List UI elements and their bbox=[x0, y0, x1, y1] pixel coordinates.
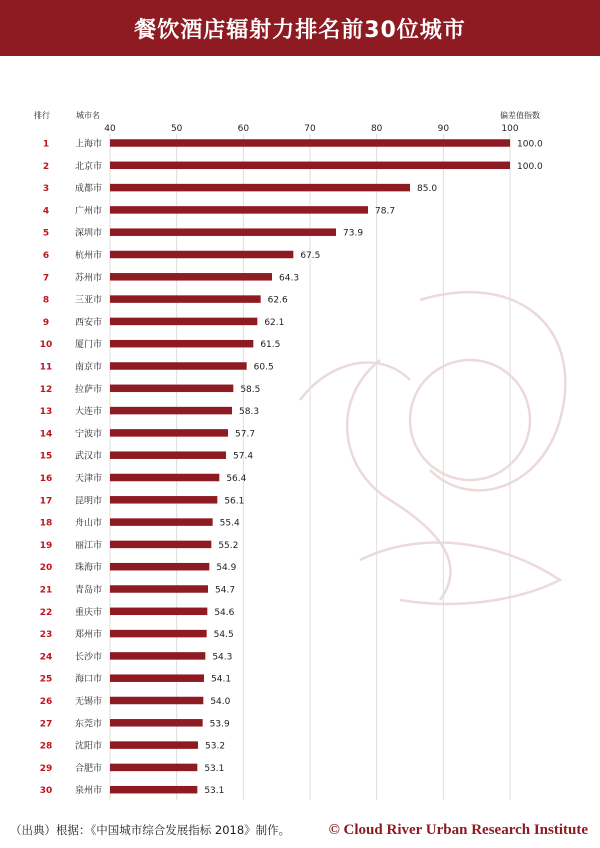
bar bbox=[110, 518, 213, 526]
bar bbox=[110, 630, 207, 638]
rank-label: 21 bbox=[39, 585, 53, 596]
value-label: 85.0 bbox=[417, 184, 438, 195]
value-label: 53.1 bbox=[204, 763, 225, 774]
city-label: 重庆市 bbox=[75, 607, 103, 618]
bar-row bbox=[40, 427, 255, 439]
city-label: 丽江市 bbox=[75, 540, 103, 551]
rank-label: 16 bbox=[39, 474, 53, 484]
bar-row bbox=[40, 628, 234, 640]
x-tick-label: 90 bbox=[437, 124, 450, 134]
bar bbox=[110, 719, 203, 727]
x-tick-label: 100 bbox=[501, 124, 519, 134]
value-label: 54.0 bbox=[210, 697, 231, 707]
value-label: 57.7 bbox=[235, 429, 256, 440]
bar-row bbox=[40, 405, 259, 417]
bar-row bbox=[43, 204, 395, 216]
city-label: 郑州市 bbox=[75, 630, 103, 641]
bar bbox=[110, 585, 208, 593]
cloud-curve bbox=[360, 543, 560, 604]
bar-row bbox=[40, 650, 233, 662]
city-label: 青岛市 bbox=[75, 585, 103, 596]
rank-label: 22 bbox=[39, 607, 53, 618]
rank-label: 8 bbox=[42, 295, 50, 306]
value-label: 56.4 bbox=[226, 474, 247, 484]
bar bbox=[110, 184, 410, 192]
value-label: 54.3 bbox=[212, 652, 233, 663]
bar-row bbox=[40, 383, 261, 395]
city-label: 三亚市 bbox=[75, 295, 103, 306]
bar bbox=[110, 541, 211, 549]
bar-row bbox=[40, 740, 225, 752]
city-label: 拉萨市 bbox=[75, 384, 103, 395]
rank-label: 18 bbox=[39, 518, 53, 529]
bar bbox=[110, 407, 232, 415]
value-column-header: 偏差值指数 bbox=[500, 111, 540, 120]
bar bbox=[110, 674, 204, 682]
value-label: 54.1 bbox=[211, 674, 232, 685]
bar bbox=[110, 139, 510, 147]
city-label: 大连市 bbox=[75, 407, 103, 418]
bar bbox=[110, 786, 197, 794]
bar-row bbox=[40, 584, 235, 596]
footer bbox=[0, 812, 600, 848]
column-headers bbox=[34, 110, 540, 120]
rank-label: 11 bbox=[39, 362, 53, 373]
bar-row bbox=[40, 784, 225, 796]
value-label: 57.4 bbox=[233, 451, 254, 462]
city-label: 昆明市 bbox=[75, 496, 103, 507]
bar-row bbox=[40, 472, 247, 484]
bar-row bbox=[43, 160, 543, 172]
value-label: 67.5 bbox=[300, 251, 321, 261]
city-label: 厦门市 bbox=[75, 340, 103, 351]
source-note: （出典）根据：《中国城市综合发展指标 2018》制作。 bbox=[10, 823, 291, 837]
bar bbox=[110, 741, 198, 749]
bar bbox=[110, 429, 228, 437]
bar-row bbox=[40, 517, 240, 529]
bar-row bbox=[40, 450, 254, 462]
dragon-coil bbox=[410, 360, 530, 480]
rank-label: 5 bbox=[42, 228, 50, 239]
bar bbox=[110, 318, 257, 326]
bar-rows bbox=[40, 138, 543, 797]
bar-row bbox=[40, 606, 235, 618]
city-label: 珠海市 bbox=[75, 563, 103, 574]
city-label: 合肥市 bbox=[75, 763, 103, 774]
rank-label: 26 bbox=[39, 697, 53, 707]
bar bbox=[110, 273, 272, 281]
rank-label: 2 bbox=[42, 161, 50, 172]
bar bbox=[110, 764, 197, 772]
city-label: 天津市 bbox=[75, 474, 103, 484]
value-label: 58.5 bbox=[240, 384, 261, 395]
rank-label: 19 bbox=[39, 540, 53, 551]
bar-row bbox=[43, 249, 321, 261]
value-label: 54.5 bbox=[213, 630, 234, 641]
x-tick-label: 80 bbox=[370, 124, 383, 134]
bar bbox=[110, 697, 203, 705]
bar bbox=[110, 385, 233, 393]
value-label: 78.7 bbox=[375, 206, 396, 217]
city-label: 杭州市 bbox=[75, 251, 103, 261]
rank-label: 7 bbox=[42, 273, 50, 284]
city-column-header: 城市名 bbox=[76, 111, 100, 120]
bar-row bbox=[40, 695, 231, 707]
rank-label: 27 bbox=[39, 719, 53, 730]
value-label: 53.9 bbox=[209, 719, 230, 730]
value-label: 54.7 bbox=[215, 585, 236, 596]
bar bbox=[110, 451, 226, 459]
rank-label: 13 bbox=[39, 407, 53, 418]
x-tick-label: 50 bbox=[170, 124, 183, 134]
city-label: 无锡市 bbox=[75, 697, 103, 707]
x-axis-ticks bbox=[104, 124, 519, 134]
bar-row bbox=[40, 561, 237, 573]
bar bbox=[110, 295, 261, 303]
bar-row bbox=[43, 227, 363, 239]
bar bbox=[110, 228, 336, 236]
value-label: 55.2 bbox=[218, 540, 239, 551]
value-label: 54.9 bbox=[216, 563, 237, 574]
city-label: 长沙市 bbox=[75, 652, 103, 663]
bar-row bbox=[40, 673, 231, 685]
city-label: 海口市 bbox=[75, 674, 103, 685]
dragon-tail-curve bbox=[347, 360, 450, 600]
value-label: 100.0 bbox=[517, 161, 543, 172]
rank-label: 20 bbox=[39, 563, 53, 574]
rank-label: 24 bbox=[39, 652, 53, 663]
rank-label: 14 bbox=[39, 429, 53, 440]
value-label: 60.5 bbox=[253, 362, 274, 373]
city-label: 深圳市 bbox=[75, 228, 103, 239]
x-tick-label: 70 bbox=[304, 124, 316, 134]
city-label: 上海市 bbox=[75, 139, 103, 150]
bar-row bbox=[40, 717, 230, 729]
city-label: 北京市 bbox=[75, 161, 103, 172]
bar bbox=[110, 474, 219, 482]
rank-label: 4 bbox=[42, 206, 50, 217]
city-label: 泉州市 bbox=[75, 786, 103, 797]
bar-row bbox=[40, 361, 274, 373]
dragon-body-curve bbox=[420, 292, 565, 490]
bar bbox=[110, 362, 247, 370]
dragon-watermark bbox=[300, 292, 565, 604]
rank-label: 25 bbox=[39, 674, 53, 685]
rank-label: 6 bbox=[42, 251, 50, 261]
rank-label: 17 bbox=[39, 496, 53, 507]
city-label: 东莞市 bbox=[75, 719, 103, 730]
city-label: 沈阳市 bbox=[75, 741, 103, 752]
value-label: 62.1 bbox=[264, 317, 285, 328]
bar bbox=[110, 206, 368, 214]
city-label: 舟山市 bbox=[75, 518, 103, 529]
bar-row bbox=[40, 494, 245, 506]
rank-label: 30 bbox=[39, 786, 53, 797]
bar-row bbox=[43, 138, 543, 150]
value-label: 100.0 bbox=[517, 139, 543, 150]
value-label: 53.2 bbox=[205, 741, 226, 752]
bar bbox=[110, 563, 209, 571]
rank-label: 1 bbox=[42, 139, 50, 150]
rank-label: 10 bbox=[39, 340, 53, 351]
bar-row bbox=[43, 316, 285, 328]
bar bbox=[110, 608, 207, 616]
x-tick-label: 40 bbox=[104, 124, 116, 134]
value-label: 54.6 bbox=[214, 607, 235, 618]
rank-column-header: 排行 bbox=[34, 111, 50, 120]
city-label: 南京市 bbox=[75, 362, 103, 373]
value-label: 61.5 bbox=[260, 340, 281, 351]
city-label: 苏州市 bbox=[75, 273, 103, 284]
value-label: 58.3 bbox=[239, 407, 260, 418]
value-label: 55.4 bbox=[219, 518, 240, 529]
rank-label: 28 bbox=[39, 741, 53, 752]
rank-label: 3 bbox=[42, 184, 50, 195]
bar bbox=[110, 496, 217, 504]
value-label: 56.1 bbox=[224, 496, 245, 507]
city-label: 宁波市 bbox=[75, 429, 103, 440]
bar-row bbox=[40, 338, 281, 350]
value-label: 73.9 bbox=[343, 228, 364, 239]
bar bbox=[110, 162, 510, 170]
page-title: 餐饮酒店辐射力排名前30位城市 bbox=[134, 17, 466, 43]
copyright-notice: © Cloud River Urban Research Institute bbox=[328, 821, 588, 838]
rank-label: 9 bbox=[42, 317, 50, 328]
bar-row bbox=[43, 294, 288, 306]
bar bbox=[110, 652, 205, 660]
city-label: 广州市 bbox=[75, 206, 103, 217]
rank-label: 15 bbox=[39, 451, 53, 462]
rank-label: 23 bbox=[39, 630, 53, 641]
dragon-head-curve bbox=[300, 363, 410, 400]
bar bbox=[110, 340, 253, 348]
value-label: 53.1 bbox=[204, 786, 225, 797]
rank-label: 12 bbox=[39, 384, 53, 395]
city-label: 武汉市 bbox=[75, 451, 103, 462]
value-label: 64.3 bbox=[279, 273, 300, 284]
bar-row bbox=[43, 271, 299, 283]
rank-label: 29 bbox=[39, 763, 53, 774]
bar bbox=[110, 251, 293, 259]
x-tick-label: 60 bbox=[237, 124, 250, 134]
bar-row bbox=[40, 539, 239, 551]
city-label: 西安市 bbox=[75, 317, 103, 328]
city-label: 成都市 bbox=[75, 184, 103, 195]
bar-row bbox=[43, 182, 437, 194]
bar-row bbox=[40, 762, 225, 774]
value-label: 62.6 bbox=[267, 295, 288, 306]
